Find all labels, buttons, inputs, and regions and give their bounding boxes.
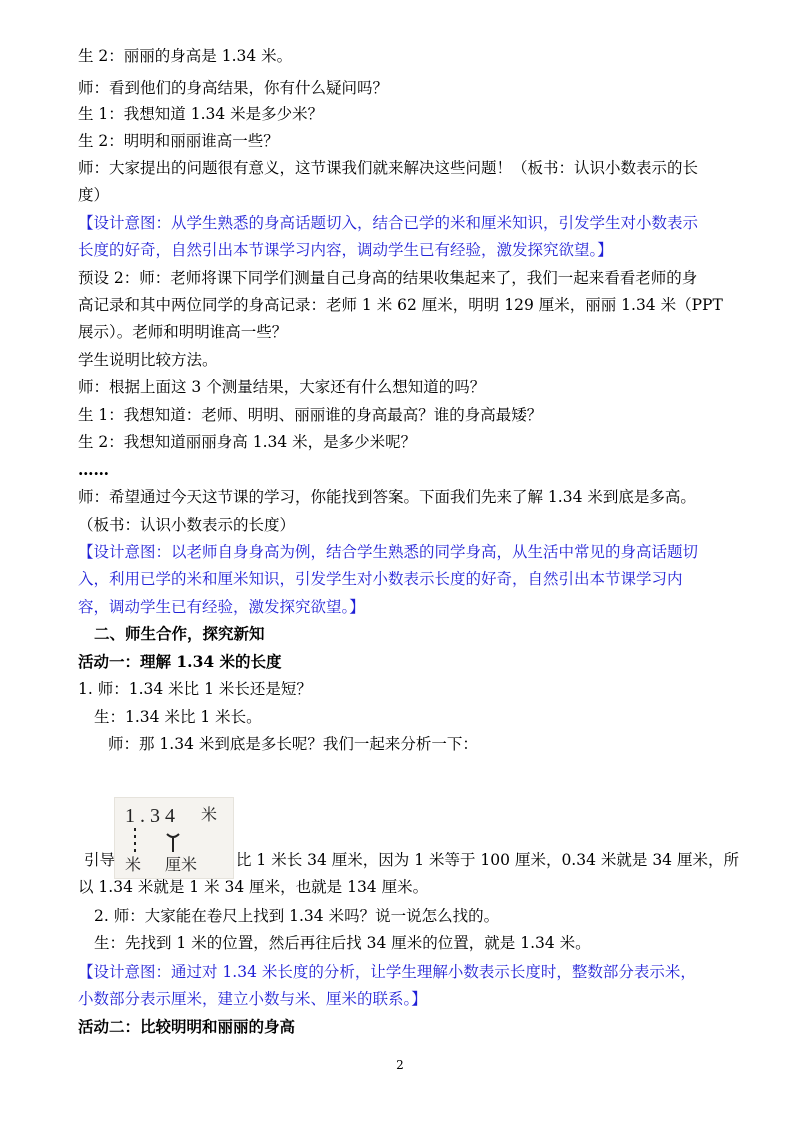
text-line: 生 2：丽丽的身高是 1.34 米。 — [78, 47, 293, 65]
handwriting-unit-left: 米 — [125, 855, 142, 874]
activity-heading: 活动二：比较明明和丽丽的身高 — [78, 1017, 296, 1036]
handwriting-unit-top: 米 — [201, 805, 218, 824]
text-line: 预设 2：师：老师将课下同学们测量自己身高的结果收集起来了，我们一起来看看老师的身 — [78, 269, 698, 287]
text-line: （板书：认识小数表示的长度） — [78, 516, 296, 534]
handwriting-drawing — [115, 798, 233, 878]
text-line: 展示）。老师和明明谁高一些？ — [78, 323, 288, 341]
text-line: 生 2：明明和丽丽谁高一些？ — [78, 132, 279, 150]
text-line-prefix: 引导 — [84, 851, 116, 869]
section-heading: 二、师生合作，探究新知 — [94, 624, 265, 643]
text-line: 师：希望通过今天这节课的学习，你能找到答案。下面我们先来了解 1.34 米到底是多高。 — [78, 488, 696, 506]
design-intent-line: 【设计意图：从学生熟悉的身高话题切入，结合已学的米和厘米知识，引发学生对小数表示 — [78, 214, 699, 232]
text-line: 生：先找到 1 米的位置，然后再往后找 34 厘米的位置，就是 1.34 米。 — [94, 934, 591, 952]
text-line: 师：大家提出的问题很有意义，这节课我们就来解决这些问题！（板书：认识小数表示的长 — [78, 159, 699, 177]
page-number: 2 — [396, 1058, 404, 1072]
text-line: 以 1.34 米就是 1 米 34 厘米，也就是 134 厘米。 — [78, 878, 429, 896]
text-line: 1. 师：1.34 米比 1 米长还是短？ — [78, 680, 312, 698]
text-line: 2. 师：大家能在卷尺上找到 1.34 米吗？说一说怎么找的。 — [94, 907, 500, 925]
handwriting-unit-right: 厘米 — [165, 855, 198, 874]
text-line: 学生说明比较方法。 — [78, 351, 218, 369]
text-line: 生 1：我想知道：老师、明明、丽丽谁的身高最高？谁的身高最矮？ — [78, 406, 543, 424]
text-line: 高记录和其中两位同学的身高记录：老师 1 米 62 厘米，明明 129 厘米，丽丽 1.34 米（PPT — [78, 296, 723, 314]
design-intent-line: 【设计意图：以老师自身身高为例，结合学生熟悉的同学身高，从生活中常见的身高话题切 — [78, 543, 699, 561]
design-intent-line: 入，利用已学的米和厘米知识，引发学生对小数表示长度的好奇，自然引出本节课学习内 — [78, 570, 683, 588]
design-intent-line: 容，调动学生已有经验，激发探究欲望。】 — [78, 598, 365, 616]
text-line: 师：那 1.34 米到底是多长呢？我们一起来分析一下： — [108, 735, 478, 753]
handwriting-image — [114, 797, 234, 879]
text-line: 生 1：我想知道 1.34 米是多少米？ — [78, 105, 324, 123]
activity-heading: 活动一：理解 1.34 米的长度 — [78, 652, 282, 671]
text-line: 度） — [78, 186, 110, 204]
design-intent-line: 小数部分表示厘米，建立小数与米、厘米的联系。】 — [78, 990, 427, 1008]
ellipsis-line: …… — [78, 460, 109, 479]
text-line: 生：1.34 米比 1 米长。 — [94, 708, 262, 726]
handwriting-number: 1 . 3 4 — [125, 805, 175, 827]
text-line: 师：根据上面这 3 个测量结果，大家还有什么想知道的吗？ — [78, 378, 486, 396]
design-intent-line: 【设计意图：通过对 1.34 米长度的分析，让学生理解小数表示长度时，整数部分表示米， — [78, 963, 696, 981]
design-intent-line: 长度的好奇，自然引出本节课学习内容，调动学生已有经验，激发探究欲望。】 — [78, 241, 613, 259]
text-line: 比 1 米长 34 厘米，因为 1 米等于 100 厘米，0.34 米就是 34 厘米，所 — [236, 851, 739, 869]
text-line: 生 2：我想知道丽丽身高 1.34 米，是多少米呢？ — [78, 433, 417, 451]
text-line: 师：看到他们的身高结果，你有什么疑问吗？ — [78, 79, 389, 97]
